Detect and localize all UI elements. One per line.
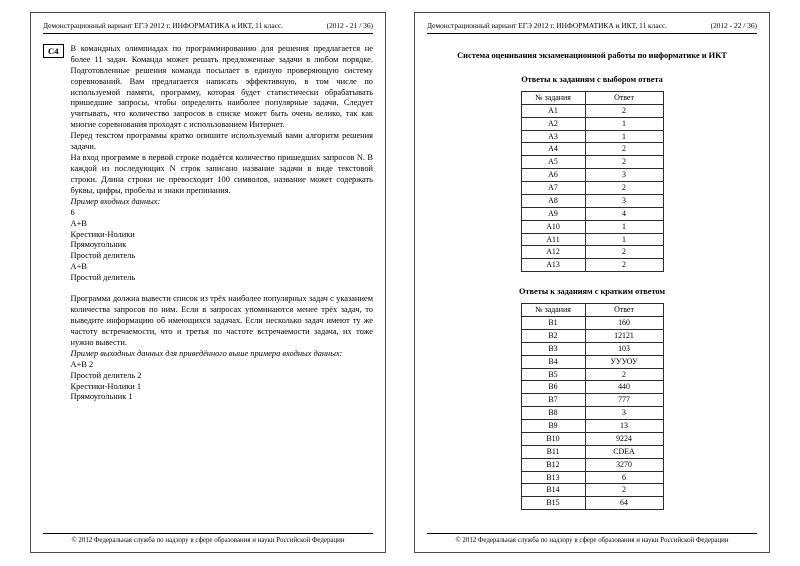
- cell-answer: 777: [585, 394, 663, 407]
- table-row: [521, 233, 663, 246]
- col-answer: Ответ: [585, 304, 663, 317]
- cell-answer: 2: [585, 246, 663, 259]
- cell-task-number: А4: [521, 143, 585, 156]
- cell-answer: 2: [585, 484, 663, 497]
- cell-task-number: B13: [521, 471, 585, 484]
- cell-answer: 3: [585, 407, 663, 420]
- table-row: [521, 381, 663, 394]
- choice-answers-table: [521, 91, 664, 272]
- cell-task-number: B14: [521, 484, 585, 497]
- cell-answer: 12121: [585, 329, 663, 342]
- table-row: [521, 407, 663, 420]
- example-line: Простой делитель 2: [70, 370, 142, 380]
- input-example-lines: [71, 208, 373, 284]
- cell-task-number: B12: [521, 458, 585, 471]
- task-label-badge: С4: [43, 44, 64, 58]
- input-example-label: Пример входных данных:: [70, 196, 161, 206]
- example-line: А+В: [70, 218, 87, 228]
- cell-answer: CDEA: [585, 445, 663, 458]
- table-row: [521, 484, 663, 497]
- table-row: [521, 317, 663, 330]
- cell-answer: УУУОУ: [585, 355, 663, 368]
- cell-answer: 3270: [585, 458, 663, 471]
- cell-task-number: B2: [521, 329, 585, 342]
- cell-answer: 3: [585, 169, 663, 182]
- table-row: [521, 194, 663, 207]
- cell-task-number: B1: [521, 317, 585, 330]
- page-left: [30, 12, 386, 553]
- page-header-right: [427, 22, 757, 34]
- cell-task-number: А5: [521, 156, 585, 169]
- header-title: Демонстрационный вариант ЕГЭ 2012 г. ИНФОРМАТИКА и ИКТ, 11 класс.: [427, 21, 668, 30]
- short-answers-body: [521, 317, 663, 510]
- cell-task-number: B3: [521, 342, 585, 355]
- cell-task-number: B4: [521, 355, 585, 368]
- page-header-left: [43, 22, 373, 34]
- cell-task-number: B11: [521, 445, 585, 458]
- table-row: [521, 104, 663, 117]
- task-algorithm-note: Перед текстом программы кратко опишите используемый вами алгоритм решения задачи.: [70, 131, 373, 152]
- choice-answers-body: [521, 104, 663, 271]
- example-line: Крестики-Нолики 1: [70, 381, 142, 391]
- cell-task-number: B5: [521, 368, 585, 381]
- cell-answer: 1: [585, 220, 663, 233]
- short-answers-title: Ответы к заданиям с кратким ответом: [518, 287, 666, 297]
- table-row: [521, 394, 663, 407]
- table-row: [521, 342, 663, 355]
- task-body: [71, 44, 373, 404]
- cell-answer: 2: [585, 182, 663, 195]
- cell-task-number: А8: [521, 194, 585, 207]
- table-row: [521, 156, 663, 169]
- table-row: [521, 169, 663, 182]
- table-row: [521, 368, 663, 381]
- cell-task-number: А13: [521, 259, 585, 272]
- cell-answer: 9224: [585, 432, 663, 445]
- table-row: [521, 471, 663, 484]
- cell-answer: 160: [585, 317, 663, 330]
- table-row: [521, 445, 663, 458]
- table-header-row: [521, 304, 663, 317]
- cell-task-number: А9: [521, 207, 585, 220]
- table-row: [521, 497, 663, 510]
- table-row: [521, 432, 663, 445]
- example-line: Прямоугольник: [70, 240, 127, 250]
- table-row: [521, 355, 663, 368]
- cell-answer: 440: [585, 381, 663, 394]
- table-row: [521, 246, 663, 259]
- cell-task-number: B6: [521, 381, 585, 394]
- page-footer-right: © 2012 Федеральная служба по надзору в сфере образования и науки Российской Федерации: [427, 533, 757, 544]
- header-title: Демонстрационный вариант ЕГЭ 2012 г. ИНФОРМАТИКА и ИКТ, 11 класс.: [43, 21, 284, 30]
- col-task-number: № задания: [521, 304, 585, 317]
- cell-answer: 3: [585, 194, 663, 207]
- task-intro-paragraph: В командных олимпиадах по программированию для решения предлагается не более 11 задач. Команда может решать предложенные задачи в любом порядке. Подготовленные решения команда посылает в единую проверяющую систему соревнований. Вам предлагается написать эффективную, в том числе по используемой памяти, программу, которая будет статистически обрабатывать пришедшие запросы, чтобы определить наиболее популярные задачи. Следует учитывать, что количество запросов в списке может быть очень велико, так как многие соревнования проходят с использованием Интернет.: [70, 43, 373, 130]
- example-line: Простой делитель: [70, 251, 136, 261]
- header-page-info: (2012 - 22 / 36): [710, 21, 757, 30]
- cell-task-number: А12: [521, 246, 585, 259]
- table-row: [521, 420, 663, 433]
- cell-answer: 13: [585, 420, 663, 433]
- cell-task-number: B9: [521, 420, 585, 433]
- cell-task-number: B8: [521, 407, 585, 420]
- table-row: [521, 458, 663, 471]
- table-row: [521, 259, 663, 272]
- scoring-system-title: Система оценивания экзаменационной работы по информатике и ИКТ: [457, 50, 727, 60]
- cell-answer: 2: [585, 368, 663, 381]
- task-input-description: На вход программе в первой строке подаётся количество пришедших запросов N. В каждой из последующих N строк записано название задачи в виде текстовой строки. Длина строки не превосходит 100 символов, название может содержать буквы, цифры, пробелы и знаки препинания.: [70, 153, 373, 195]
- example-line: 6: [70, 207, 75, 217]
- cell-answer: 2: [585, 156, 663, 169]
- cell-answer: 4: [585, 207, 663, 220]
- cell-answer: 64: [585, 497, 663, 510]
- cell-task-number: B15: [521, 497, 585, 510]
- output-example-lines: [71, 360, 373, 404]
- task-c4: [43, 44, 373, 404]
- cell-answer: 103: [585, 342, 663, 355]
- example-line: А+В 2: [70, 359, 94, 369]
- cell-task-number: А7: [521, 182, 585, 195]
- page-right: [414, 12, 770, 553]
- cell-answer: 2: [585, 104, 663, 117]
- example-line: Крестики-Нолики: [70, 229, 135, 239]
- table-row: [521, 143, 663, 156]
- choice-answers-title: Ответы к заданиям с выбором ответа: [521, 74, 663, 84]
- cell-answer: 1: [585, 233, 663, 246]
- task-output-description: Программа должна вывести список из трёх наиболее популярных задач с указанием количества запросов по ним. Если в запросах упоминаются менее трёх задач, то выведите информацию об имеющихся задачах. Если несколько задач имеют ту же частоту встречаемости, что и третья по частоте встречаемости задача, их тоже нужно вывести.: [70, 294, 373, 347]
- cell-task-number: B7: [521, 394, 585, 407]
- cell-answer: 1: [585, 117, 663, 130]
- cell-task-number: А2: [521, 117, 585, 130]
- cell-task-number: B10: [521, 432, 585, 445]
- table-header-row: [521, 91, 663, 104]
- short-answers-table: [521, 303, 664, 510]
- cell-task-number: А6: [521, 169, 585, 182]
- example-line: Простой делитель: [70, 273, 136, 283]
- table-row: [521, 117, 663, 130]
- table-row: [521, 220, 663, 233]
- cell-task-number: А11: [521, 233, 585, 246]
- cell-answer: 2: [585, 143, 663, 156]
- cell-answer: 1: [585, 130, 663, 143]
- table-row: [521, 182, 663, 195]
- cell-task-number: А3: [521, 130, 585, 143]
- cell-answer: 6: [585, 471, 663, 484]
- table-row: [521, 130, 663, 143]
- col-task-number: № задания: [521, 91, 585, 104]
- page-footer-left: © 2012 Федеральная служба по надзору в сфере образования и науки Российской Федерации: [43, 533, 373, 544]
- col-answer: Ответ: [585, 91, 663, 104]
- table-row: [521, 207, 663, 220]
- example-line: А+В: [70, 262, 87, 272]
- example-line: Прямоугольник 1: [70, 392, 133, 402]
- table-row: [521, 329, 663, 342]
- cell-answer: 2: [585, 259, 663, 272]
- cell-task-number: А1: [521, 104, 585, 117]
- cell-task-number: А10: [521, 220, 585, 233]
- header-page-info: (2012 - 21 / 36): [326, 21, 373, 30]
- output-example-label: Пример выходных данных для приведённого выше примера входных данных:: [70, 348, 343, 358]
